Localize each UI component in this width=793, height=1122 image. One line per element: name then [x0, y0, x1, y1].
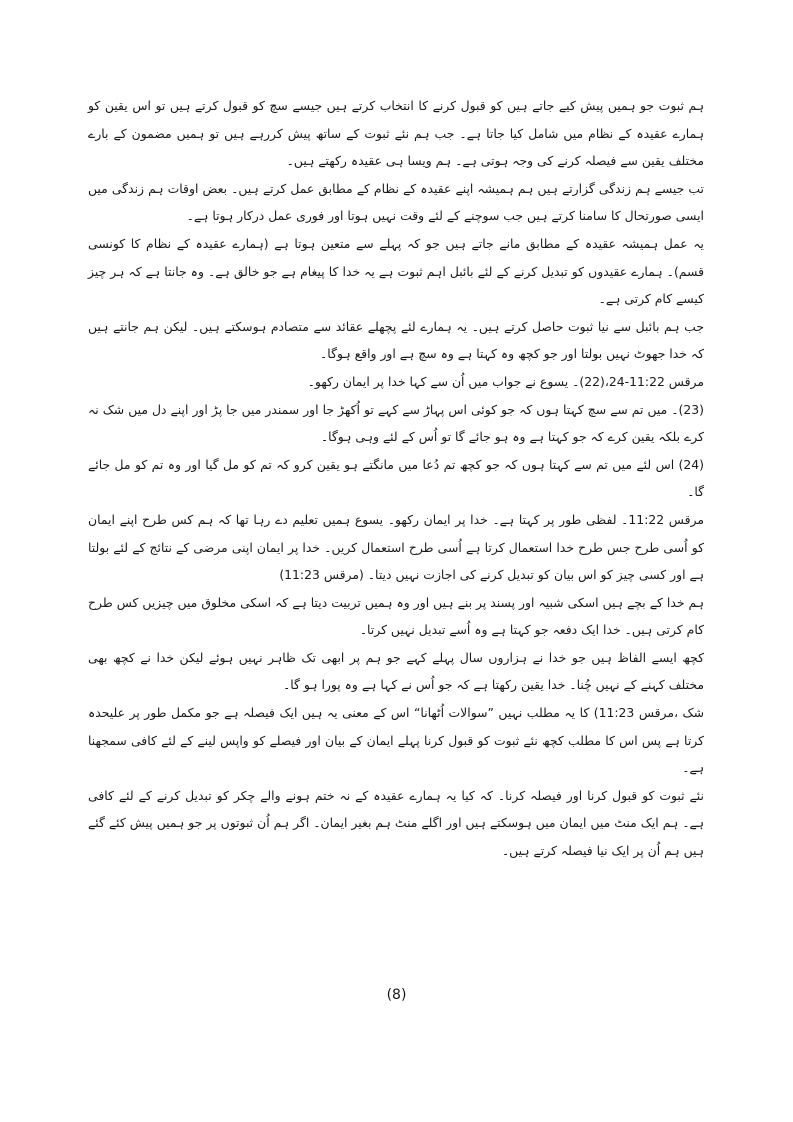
- scripture-verse-23: (23)۔ میں تم سے سچ کہتا ہوں کہ جو کوئی اس پہاڑ سے کہے تو اُکھڑ جا اور سمندر میں جا پڑ اور اپنے دل میں شک نہ کرے بلکہ یقین کرے کہ جو کہتا ہے وہ ہو جائے گا تو اُس کے لئے وہی ہوگا۔: [88, 401, 704, 445]
- paragraph-10: کچھ ایسے الفاظ ہیں جو خدا نے ہزاروں سال پہلے کہے جو ہم پر ابھی تک ظاہر نہیں ہوئے لیکن خدا نے کچھ بھی مختلف کہنے کے نہیں چُنا۔ خدا یقین رکھتا ہے کہ جو اُس نے کہا ہے وہ پورا ہو گا۔: [88, 649, 704, 693]
- scripture-reference-mark-11-22: مرقس 11:22-24،(22)۔ یسوع نے جواب میں اُن سے کہا خدا پر ایمان رکھو۔: [307, 373, 704, 389]
- paragraph-12: نئے ثبوت کو قبول کرنا اور فیصلہ کرنا۔ کہ کیا یہ ہمارے عقیدہ کے نہ ختم ہونے والے چکر کو تبدیل کرنے کے لئے کافی ہے۔ ہم ایک منٹ میں ایمان میں ہوسکتے ہیں اور اگلے منٹ ہم بغیر ایمان۔ اگر ہم اُن ثبوتوں پر جو ہمیں پیش کئے گئے ہیں ہم اُن پر ایک نیا فیصلہ کرتے ہیں۔: [88, 787, 704, 859]
- paragraph-8: مرقس 11:22۔ لفظی طور پر کہتا ہے۔ خدا پر ایمان رکھو۔ یسوع ہمیں تعلیم دے رہا تھا کہ ہم کس طرح اپنے ایمان کو اُسی طرح جس طرح خدا استعمال کرتا ہے اُسی طرح استعمال کریں۔ خدا پر ایمان اپنی مرضی کے نتائج کے لئے بولتا ہے اور کسی چیز کو اس بیان کو تبدیل کرنے کی اجازت نہیں دیتا۔ (مرقس 11:23): [88, 511, 704, 583]
- body-text: [88, 92, 704, 865]
- paragraph-2: تب جیسے ہم زندگی گزارتے ہیں ہم ہمیشہ اپنے عقیدہ کے نظام کے مطابق عمل کرتے ہیں۔ بعض اوقات ہم زندگی میں ایسی صورتحال کا سامنا کرتے ہیں جب سوچنے کے لئے وقت نہیں ہوتا اور فوری عمل درکار ہوتا ہے۔: [88, 180, 704, 224]
- page-number: (8): [386, 987, 407, 1003]
- paragraph-1: ہم ثبوت جو ہمیں پیش کیے جاتے ہیں کو قبول کرنے کا انتخاب کرتے ہیں جیسے سچ کو قبول کرتے ہیں تو اس یقین کو ہمارے عقیدہ کے نظام میں شامل کیا جاتا ہے۔ جب ہم نئے ثبوت کے ساتھ پیش کررہے ہیں تو ہمیں مضمون کے بارے مختلف یقین سے فیصلہ کرنے کی وجہ ہوتی ہے۔ ہم ویسا ہی عقیدہ رکھتے ہیں۔: [88, 98, 704, 169]
- paragraph-11: شک ،مرقس 11:23) کا یہ مطلب نہیں ”سوالات اُٹھانا“ اس کے معنی یہ ہیں ایک فیصلہ ہے جو مکمل طور پر علیحدہ کرتا ہے پس اس کا مطلب کچھ نئے ثبوت کو قبول کرنا پہلے ایمان کے بیان اور فیصلے کو واپس لینے کے لئے کافی سمجھنا ہے۔: [88, 705, 704, 776]
- paragraph-4: جب ہم بائبل سے نیا ثبوت حاصل کرتے ہیں۔ یہ ہمارے لئے پچھلے عقائد سے متصادم ہوسکتے ہیں۔ لیکن ہم جانتے ہیں کہ خدا جھوٹ نہیں بولتا اور جو کچھ وہ کہتا ہے وہ سچ ہے اور واقع ہوگا۔: [88, 318, 704, 362]
- scripture-verse-24: (24) اس لئے میں تم سے کہتا ہوں کہ جو کچھ تم دُعا میں مانگتے ہو یقین کرو کہ تم کو مل گیا اور وہ تم کو مل جائے گا۔: [88, 456, 704, 500]
- paragraph-9: ہم خدا کے بچے ہیں اسکی شبیہ اور پسند پر بنے ہیں اور وہ ہمیں تربیت دیتا ہے کہ اسکی مخلوق میں چیزیں کس طرح کام کرتی ہیں۔ خدا ایک دفعہ جو کہتا ہے وہ اُسے تبدیل نہیں کرتا۔: [88, 594, 704, 638]
- paragraph-3: یہ عمل ہمیشہ عقیدہ کے مطابق مانے جاتے ہیں جو کہ پہلے سے متعین ہوتا ہے (ہمارے عقیدہ کے نظام کا کونسی قسم)۔ ہمارے عقیدوں کو تبدیل کرنے کے لئے بائبل اہم ثبوت ہے یہ خدا کا پیغام ہے جو خالق ہے۔ وہ جانتا ہے کہ ہر چیز کیسے کام کرتی ہے۔: [88, 235, 704, 307]
